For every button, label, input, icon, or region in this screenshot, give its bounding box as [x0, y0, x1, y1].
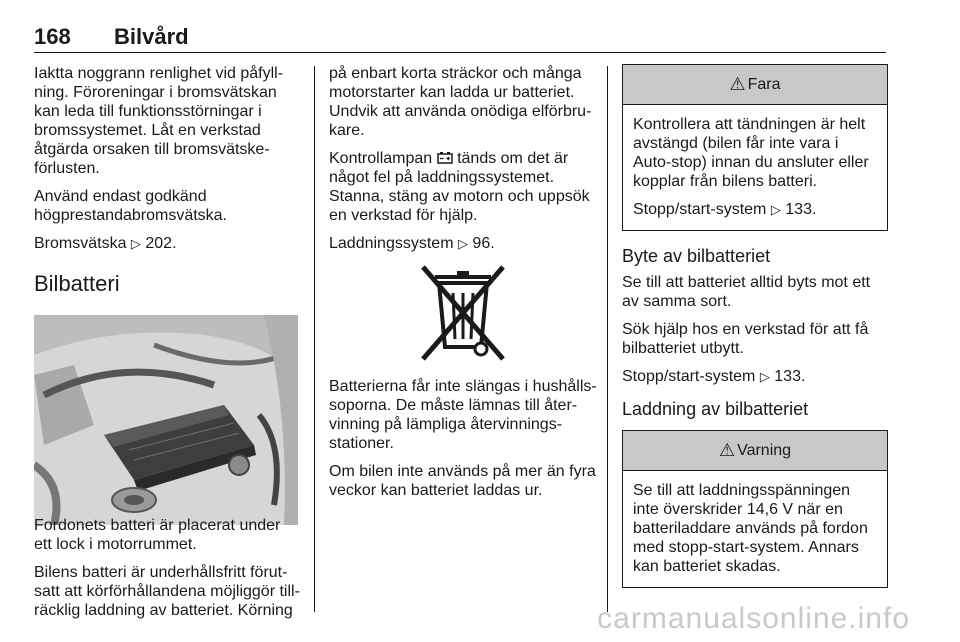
paragraph: Bilens batteri är underhållsfritt förut-satt att körförhållandena möjliggör till-räcklig laddning av batteriet. Körning	[34, 564, 300, 619]
column-1-lower	[34, 516, 300, 629]
paragraph: Se till att laddningsspänningen inte överskrider 14,6 V när en batteriladdare används på fordon med stopp-start-system. Annars kan batteriet skadas.	[633, 482, 868, 575]
danger-box-body	[623, 105, 887, 230]
page-header	[34, 22, 886, 53]
danger-box	[622, 64, 888, 231]
danger-title: Fara	[747, 76, 781, 93]
page-number: 168	[34, 24, 71, 49]
arrow-icon: ▷	[770, 202, 781, 217]
cross-reference: Bromsvätska ▷ 202.	[34, 235, 177, 252]
warning-box	[622, 430, 888, 588]
paragraph: Kontrollera att tändningen är helt avstängd (bilen får inte vara i Auto-stop) innan du ansluter eller kopplar från bilens batteri.	[633, 116, 869, 190]
reference-page: 133.	[785, 201, 817, 218]
paragraph: Fordonets batteri är placerat under ett lock i motorrummet.	[34, 517, 281, 553]
warning-title: Varning	[737, 442, 792, 459]
column-divider	[607, 66, 608, 612]
arrow-icon: ▷	[759, 369, 770, 384]
warning-box-body	[623, 471, 887, 587]
column-2	[329, 64, 597, 509]
warning-triangle-icon: ⚠	[718, 440, 736, 460]
warning-box-header	[623, 431, 887, 471]
crossed-out-wheelie-bin-icon	[415, 263, 511, 363]
paragraph: Iaktta noggrann renlighet vid påfyll-ning. Föroreningar i bromsvätskan kan leda till funktionsstörningar i bromssystemet. Låt en verkstad åtgärda orsaken till bromsvätske-förlusten.	[34, 65, 284, 177]
watermark: carmanualsonline.info	[597, 602, 910, 635]
danger-box-header	[623, 65, 887, 105]
column-1	[34, 64, 300, 619]
section-title: Bilbatteri	[34, 271, 120, 296]
paragraph: Om bilen inte används på mer än fyra veckor kan batteriet laddas ur.	[329, 463, 596, 499]
arrow-icon: ▷	[457, 236, 468, 251]
arrow-icon: ▷	[130, 236, 141, 251]
paragraph: Batterierna får inte slängas i hushålls-soporna. De måste lämnas till åter-vinning på lämpliga återvinnings-stationer.	[329, 378, 597, 452]
subsection-title: Laddning av bilbatteriet	[622, 399, 809, 419]
reference-page: 133.	[774, 368, 806, 385]
paragraph: på enbart korta sträckor och många motorstarter kan ladda ur batteriet. Undvik att använda onödiga elförbru-kare.	[329, 65, 592, 139]
subsection-title: Byte av bilbatteriet	[622, 246, 771, 266]
cross-reference: Stopp/start-system ▷ 133.	[622, 368, 806, 385]
paragraph: Sök hjälp hos en verkstad för att få bilbatteriet utbytt.	[622, 321, 869, 357]
paragraph: Kontrollampan tänds om det är något fel på laddningssystemet. Stanna, stäng av motorn och uppsök en verkstad för hjälp.	[329, 150, 590, 224]
cross-reference: Stopp/start-system ▷ 133.	[633, 201, 817, 218]
chapter-title: Bilvård	[114, 24, 189, 49]
battery-warning-icon	[437, 151, 453, 164]
paragraph: Se till att batteriet alltid byts mot ett av samma sort.	[622, 274, 871, 310]
reference-page: 96.	[472, 235, 495, 252]
engine-compartment-photo	[34, 315, 298, 525]
paragraph: Använd endast godkänd högprestandabromsvätska.	[34, 188, 227, 224]
cross-reference: Laddningssystem ▷ 96.	[329, 235, 495, 252]
reference-page: 202.	[145, 235, 177, 252]
column-3	[622, 64, 888, 598]
warning-triangle-icon: ⚠	[729, 74, 746, 94]
column-divider	[314, 66, 315, 612]
